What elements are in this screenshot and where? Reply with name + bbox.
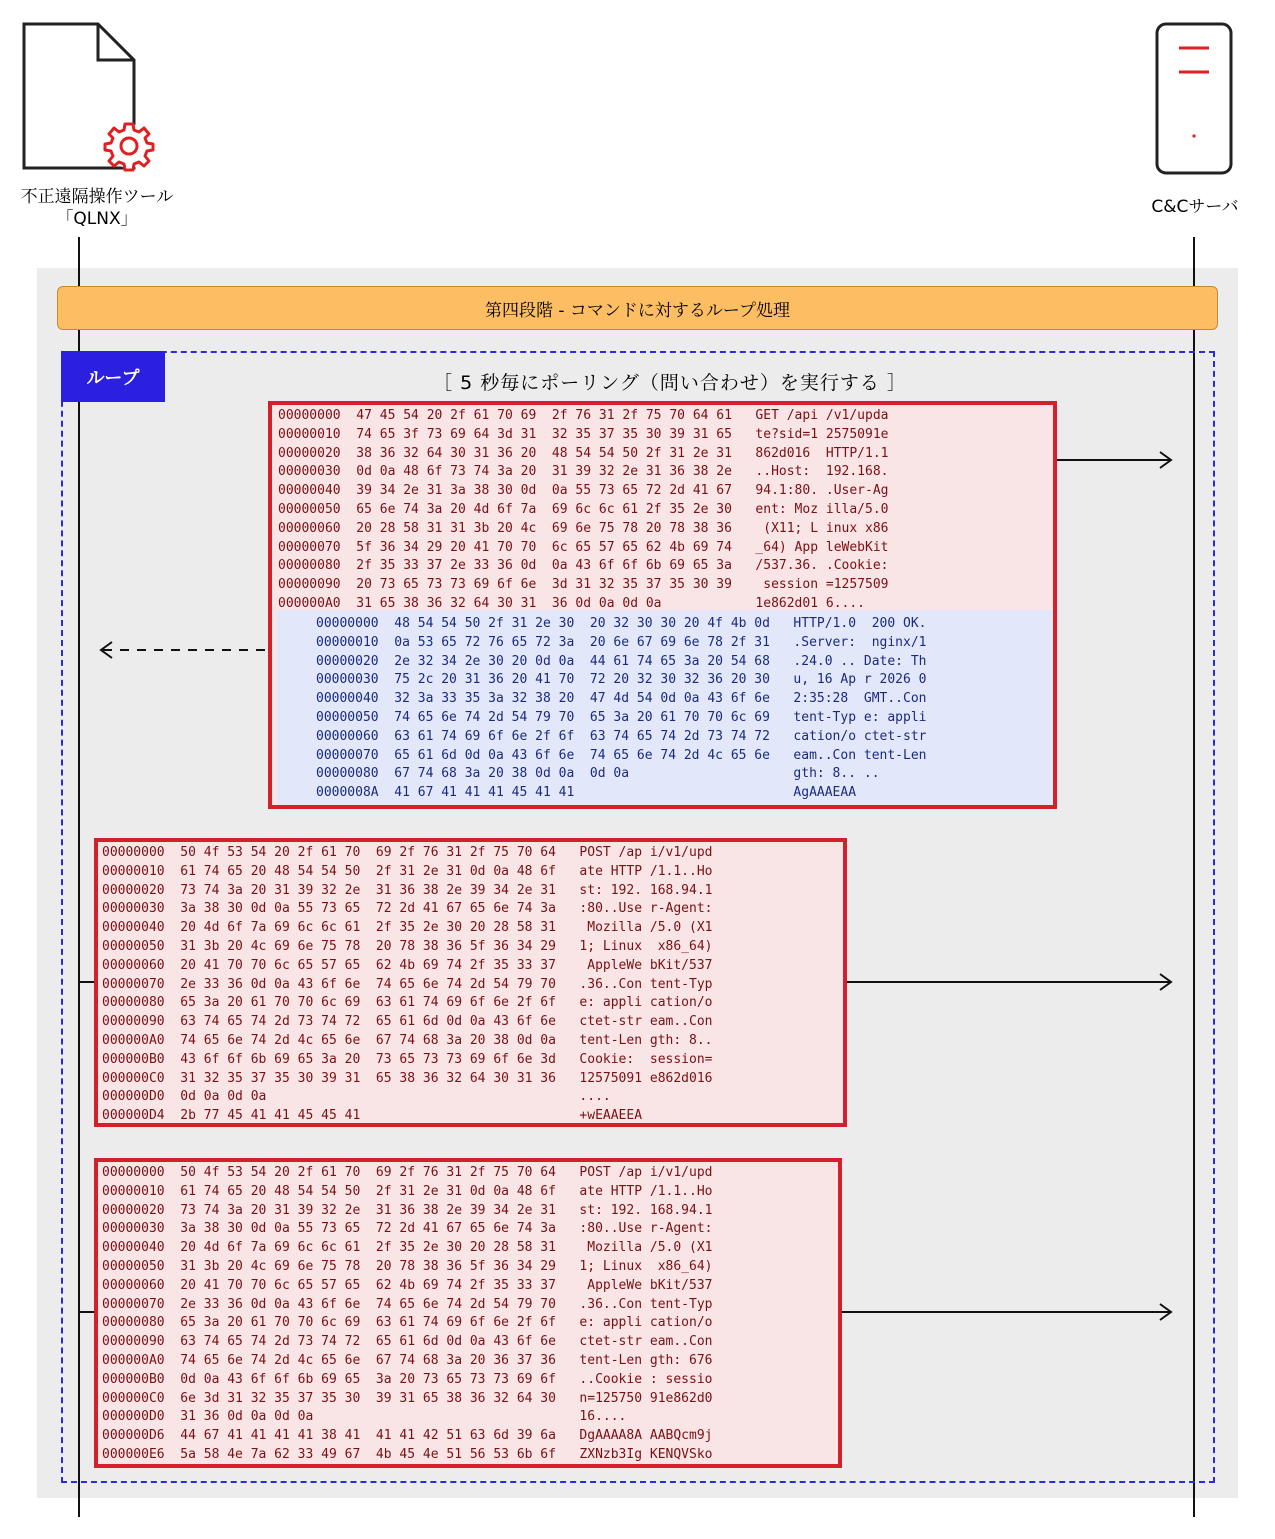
qlnx-label: 不正遠隔操作ツール 「QLNX」 xyxy=(20,187,174,229)
hex-dump-row: 00000060 63 61 74 69 6f 6e 2f 6f 63 74 65 74 2d 73 74 72 cation/o ctet-str xyxy=(316,728,927,744)
loop-caption: ［ 5 秒毎にポーリング（問い合わせ）を実行する ］ xyxy=(433,372,907,394)
hex-dump-row: 00000000 50 4f 53 54 20 2f 61 70 69 2f 76 31 2f 75 70 64 POST /ap i/v1/upd xyxy=(102,845,713,860)
hex-dump-row: 00000050 65 6e 74 3a 20 4d 6f 7a 69 6c 6c 61 2f 35 2e 30 ent: Moz illa/5.0 xyxy=(278,501,889,517)
hex-dump-row: 000000C0 6e 3d 31 32 35 37 35 30 39 31 65 38 36 32 64 30 n=125750 91e862d0 xyxy=(102,1390,713,1406)
hex-dump-row: 00000050 31 3b 20 4c 69 6e 75 78 20 78 38 36 5f 36 34 29 1; Linux x86_64) xyxy=(102,938,713,954)
hex-dump-row: 00000010 74 65 3f 73 69 64 3d 31 32 35 37 35 30 39 31 65 te?sid=1 2575091e xyxy=(278,426,889,442)
hex-dump-row: 00000050 31 3b 20 4c 69 6e 75 78 20 78 38 36 5f 36 34 29 1; Linux x86_64) xyxy=(102,1258,713,1274)
hex-dump-row: 00000010 61 74 65 20 48 54 54 50 2f 31 2e 31 0d 0a 48 6f ate HTTP /1.1..Ho xyxy=(102,863,713,879)
hex-dump-row: 00000060 20 41 70 70 6c 65 57 65 62 4b 69 74 2f 35 33 37 AppleWe bKit/537 xyxy=(102,1277,713,1293)
hex-dump-row: 000000E6 5a 58 4e 7a 62 33 49 67 4b 45 4e 51 56 53 6b 6f ZXNzb3Ig KENQVSko xyxy=(102,1446,713,1462)
hex-dump-row: 00000030 75 2c 20 31 36 20 41 70 72 20 32 30 32 36 20 30 u, 16 Ap r 2026 0 xyxy=(316,672,927,688)
hex-dump-row: 00000090 63 74 65 74 2d 73 74 72 65 61 6d 0d 0a 43 6f 6e ctet-str eam..Con xyxy=(102,1014,713,1030)
hex-dump-row: 00000070 2e 33 36 0d 0a 43 6f 6e 74 65 6e 74 2d 54 79 70 .36..Con tent-Typ xyxy=(102,976,713,992)
hex-dump-row: 00000040 20 4d 6f 7a 69 6c 6c 61 2f 35 2e 30 20 28 58 31 Mozilla /5.0 (X1 xyxy=(102,920,713,936)
hex-dump-row: 000000B0 43 6f 6f 6b 69 65 3a 20 73 65 73 73 69 6f 6e 3d Cookie: session= xyxy=(102,1051,713,1067)
hex-dump-row: 000000D6 44 67 41 41 41 41 38 41 41 41 42 51 63 6d 39 6a DgAAAA8A AABQcm9j xyxy=(102,1428,713,1444)
hex-dump-row: 000000D0 0d 0a 0d 0a .... xyxy=(102,1089,611,1105)
hex-dump-row: 00000080 2f 35 33 37 2e 33 36 0d 0a 43 6f 6f 6b 69 65 3a /537.36. .Cookie: xyxy=(278,558,889,574)
hex-dump-row: 000000D4 2b 77 45 41 41 45 45 41 +wEAAEEA xyxy=(102,1108,643,1124)
hex-dump-row: 00000000 47 45 54 20 2f 61 70 69 2f 76 31 2f 75 70 64 61 GET /api /v1/upda xyxy=(278,408,889,423)
loop-tag: ループ xyxy=(61,351,165,402)
hex-dump-row: 00000040 39 34 2e 31 3a 38 30 0d 0a 55 73 65 72 2d 41 67 94.1:80. .User-Ag xyxy=(278,483,889,499)
hex-dump-row: 00000090 20 73 65 73 73 69 6f 6e 3d 31 32 35 37 35 30 39 session =1257509 xyxy=(278,577,889,593)
cnc-label: C&Cサーバ xyxy=(1151,197,1239,217)
hex-dump-row: 00000020 38 36 32 64 30 31 36 20 48 54 54 50 2f 31 2e 31 862d016 HTTP/1.1 xyxy=(278,445,889,461)
hex-dump-row: 000000B0 0d 0a 43 6f 6f 6b 69 65 3a 20 73 65 73 73 69 6f ..Cookie : sessio xyxy=(102,1371,713,1387)
hex-dump-row: 00000030 3a 38 30 0d 0a 55 73 65 72 2d 41 67 65 6e 74 3a :80..Use r-Agent: xyxy=(102,1221,713,1237)
hex-dump-row: 00000060 20 28 58 31 31 3b 20 4c 69 6e 75 78 20 78 38 36 (X11; L inux x86 xyxy=(278,520,889,536)
hex-dump-row: 00000070 2e 33 36 0d 0a 43 6f 6e 74 65 6e 74 2d 54 79 70 .36..Con tent-Typ xyxy=(102,1296,713,1312)
hex-dump-row: 000000A0 74 65 6e 74 2d 4c 65 6e 67 74 68 3a 20 36 37 36 tent-Len gth: 676 xyxy=(102,1352,713,1368)
hex-dump-row: 00000020 2e 32 34 2e 30 20 0d 0a 44 61 74 65 3a 20 54 68 .24.0 .. Date: Th xyxy=(316,653,927,669)
hex-dump-row: 0000008A 41 67 41 41 41 45 41 41 AgAAAEAA xyxy=(316,785,857,801)
phase-banner: 第四段階 - コマンドに対するループ処理 xyxy=(57,286,1218,330)
hex-dump-row: 00000040 20 4d 6f 7a 69 6c 6c 61 2f 35 2e 30 20 28 58 31 Mozilla /5.0 (X1 xyxy=(102,1240,713,1256)
hex-dump-row: 00000030 3a 38 30 0d 0a 55 73 65 72 2d 41 67 65 6e 74 3a :80..Use r-Agent: xyxy=(102,901,713,917)
hex-dump-row: 00000030 0d 0a 48 6f 73 74 3a 20 31 39 32 2e 31 36 38 2e ..Host: 192.168. xyxy=(278,464,889,480)
hex-dump-row: 00000000 50 4f 53 54 20 2f 61 70 69 2f 76 31 2f 75 70 64 POST /ap i/v1/upd xyxy=(102,1165,713,1180)
hex-dump-row: 00000080 67 74 68 3a 20 38 0d 0a 0d 0a gth: 8.. .. xyxy=(316,766,880,782)
hex-dump-row: 00000050 74 65 6e 74 2d 54 79 70 65 3a 20 61 70 70 6c 69 tent-Typ e: appli xyxy=(316,709,927,725)
hex-dump-row: 00000090 63 74 65 74 2d 73 74 72 65 61 6d 0d 0a 43 6f 6e ctet-str eam..Con xyxy=(102,1334,713,1350)
hex-dump-row: 00000060 20 41 70 70 6c 65 57 65 62 4b 69 74 2f 35 33 37 AppleWe bKit/537 xyxy=(102,957,713,973)
hex-dump-row: 00000020 73 74 3a 20 31 39 32 2e 31 36 38 2e 39 34 2e 31 st: 192. 168.94.1 xyxy=(102,882,713,898)
hex-dump-row: 000000A0 74 65 6e 74 2d 4c 65 6e 67 74 68 3a 20 38 0d 0a tent-Len gth: 8.. xyxy=(102,1032,713,1048)
hex-dump-row: 00000040 32 3a 33 35 3a 32 38 20 47 4d 54 0d 0a 43 6f 6e 2:35:28 GMT..Con xyxy=(316,691,927,707)
hex-dump-row: 00000010 0a 53 65 72 76 65 72 3a 20 6e 67 69 6e 78 2f 31 .Server: nginx/1 xyxy=(316,634,927,650)
hex-dump-row: 00000070 5f 36 34 29 20 41 70 70 6c 65 57 65 62 4b 69 74 _64) App leWebKit xyxy=(278,539,889,555)
hex-dump-row: 00000010 61 74 65 20 48 54 54 50 2f 31 2e 31 0d 0a 48 6f ate HTTP /1.1..Ho xyxy=(102,1183,713,1199)
hex-dump-row: 00000070 65 61 6d 0d 0a 43 6f 6e 74 65 6e 74 2d 4c 65 6e eam..Con tent-Len xyxy=(316,747,927,763)
hex-dump-row: 000000A0 31 65 38 36 32 64 30 31 36 0d 0a 0d 0a 1e862d01 6.... xyxy=(278,595,865,611)
hex-dump-row: 00000020 73 74 3a 20 31 39 32 2e 31 36 38 2e 39 34 2e 31 st: 192. 168.94.1 xyxy=(102,1202,713,1218)
hex-dump-row: 00000080 65 3a 20 61 70 70 6c 69 63 61 74 69 6f 6e 2f 6f e: appli cation/o xyxy=(102,995,713,1011)
hex-dump-row: 000000D0 31 36 0d 0a 0d 0a 16.... xyxy=(102,1409,627,1425)
hex-dump-row: 00000080 65 3a 20 61 70 70 6c 69 63 61 74 69 6f 6e 2f 6f e: appli cation/o xyxy=(102,1315,713,1331)
hex-dump-row: 00000000 48 54 54 50 2f 31 2e 30 20 32 30 30 20 4f 4b 0d HTTP/1.0 200 OK. xyxy=(316,616,927,631)
hex-dump-row: 000000C0 31 32 35 37 35 30 39 31 65 38 36 32 64 30 31 36 12575091 e862d016 xyxy=(102,1070,713,1086)
